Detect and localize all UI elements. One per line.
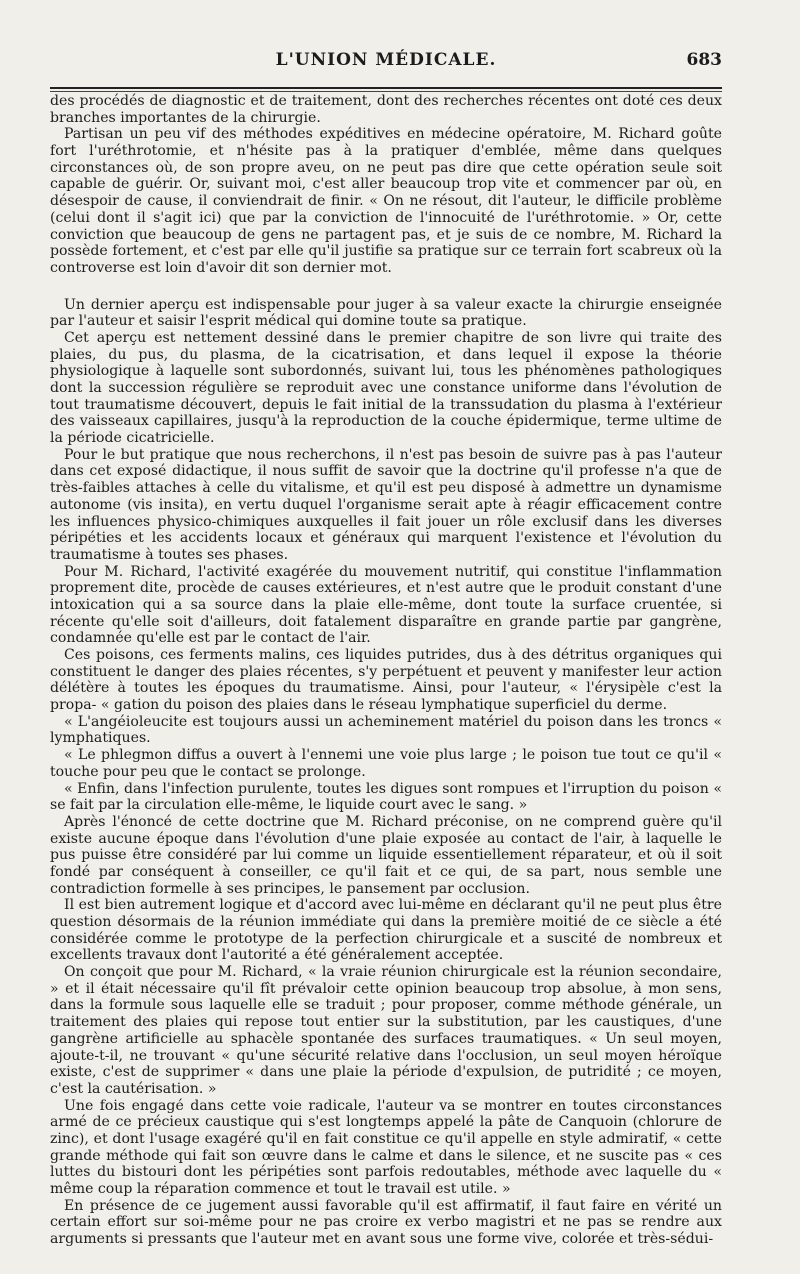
paragraph: On conçoit que pour M. Richard, « la vraie réunion chirurgicale est la réunion secondaire, » et il était nécessaire qu'il fît prévaloir cette opinion beaucoup trop absolue, à mon sens, dans la formule sous laquelle elle se traduit ; pour proposer, comme méthode générale, un traitement des plaies qui repose tout entier sur la substitution, par les caustiques, d'une gangrène artificielle au sphacèle spontanée des surfaces traumatiques. « Un seul moyen, ajoute-t-il, ne trouvant « qu'une sécurité relative dans l'occlusion, un seul moyen héroïque existe, c'est de supprimer « dans une plaie la période d'expulsion, de putridité ; ce moyen, c'est la cautérisation. » [50, 964, 722, 1097]
quote-paragraph: « L'angéioleucite est toujours aussi un acheminement matériel du poison dans les troncs « lymphatiques. [50, 713, 722, 747]
header-rule-thin [50, 91, 722, 92]
paragraph: des procédés de diagnostic et de traitement, dont des recherches récentes ont doté ces deux branches importantes de la chirurgie. [50, 93, 722, 126]
quote-paragraph: « Enfin, dans l'infection purulente, toutes les digues sont rompues et l'irruption du poison « se fait par la circulation elle-même, le liquide court avec le sang. » [50, 780, 722, 814]
page-number: 683 [686, 50, 722, 70]
paragraph: Pour M. Richard, l'activité exagérée du mouvement nutritif, qui constitue l'inflammation proprement dite, procède de causes extérieures, et n'est autre que le produit constant d'une intoxication qui a sa source dans la plaie elle-même, dont toute la surface cruentée, si récente qu'elle soit d'ailleurs, doit fatalement disparaître en grande partie par gangrène, condamnée qu'elle est par le contact de l'air. [50, 563, 722, 647]
page-header [50, 46, 722, 76]
paragraph: Un dernier aperçu est indispensable pour juger à sa valeur exacte la chirurgie enseignée par l'auteur et saisir l'esprit médical qui domine toute sa pratique. [50, 296, 722, 330]
paragraph: Ces poisons, ces ferments malins, ces liquides putrides, dus à des détritus organiques qui constituent le danger des plaies récentes, s'y perpétuent et peuvent y manifester leur action délétère à toutes les époques du traumatisme. Ainsi, pour l'auteur, « l'érysipèle c'est la propa- « gation du poison des plaies dans le réseau lymphatique superficiel du derme. [50, 647, 722, 714]
paragraph: Partisan un peu vif des méthodes expéditives en médecine opératoire, M. Richard goûte fort l'uréthrotomie, et n'hésite pas à la pratiquer d'emblée, même dans quelques circonstances où, de son propre aveu, on ne peut pas dire que cette opération seule soit capable de guérir. Or, suivant moi, c'est aller beaucoup trop vite et commencer par où, en désespoir de cause, il conviendrait de finir. « On ne résout, dit l'auteur, le difficile problème (celui dont il s'agit ici) que par la conviction de l'innocuité de l'uréthrotomie. » Or, cette conviction que beaucoup de gens ne partagent pas, et je suis de ce nombre, M. Richard la possède fortement, et c'est par elle qu'il justifie sa pratique sur ce terrain fort scabreux où la controverse est loin d'avoir dit son dernier mot. [50, 126, 722, 276]
paragraph: Cet aperçu est nettement dessiné dans le premier chapitre de son livre qui traite des plaies, du pus, du plasma, de la cicatrisation, et dans lequel il expose la théorie physiologique à laquelle sont subordonnés, suivant lui, tous les phénomènes pathologiques dont la succession régulière se reproduit avec une constance uniforme dans l'évolution de tout traumatisme découvert, depuis le fait initial de la transsudation du plasma à l'extérieur des vaisseaux capillaires, jusqu'à la reproduction de la couche épidermique, terme ultime de la période cicatricielle. [50, 329, 722, 447]
paragraph: Après l'énoncé de cette doctrine que M. Richard préconise, on ne comprend guère qu'il existe aucune époque dans l'évolution d'une plaie exposée au contact de l'air, à laquelle le pus puisse être considéré par lui comme un liquide essentiellement réparateur, et où il soit fondé par conséquent à conseiller, ce qu'il fait et ce qui, de sa part, nous semble une contradiction formelle à ses principes, le pansement par occlusion. [50, 813, 722, 897]
article-body [50, 93, 722, 1248]
paragraph: Il est bien autrement logique et d'accord avec lui-même en déclarant qu'il ne peut plus être question désormais de la réunion immédiate qui dans la première moitié de ce siècle a été considérée comme le prototype de la perfection chirurgicale et a suscité de nombreux et excellents travaux dont l'autorité a été généralement acceptée. [50, 897, 722, 964]
paragraph: Pour le but pratique que nous recherchons, il n'est pas besoin de suivre pas à pas l'auteur dans cet exposé didactique, il nous suffit de savoir que la doctrine qu'il professe n'a que de très-faibles attaches à celle du vitalisme, et qu'il est peu disposé à admettre un dynamisme autonome (vis insita), en vertu duquel l'organisme serait apte à réagir efficacement contre les influences physico-chimiques auxquelles il fait jouer un rôle exclusif dans les diverses péripéties et les accidents locaux et généraux qui marquent l'existence et l'évolution du traumatisme à toutes ses phases. [50, 446, 722, 563]
running-title: L'UNION MÉDICALE. [275, 50, 497, 70]
paragraph: Une fois engagé dans cette voie radicale, l'auteur va se montrer en toutes circonstances armé de ce précieux caustique qui s'est longtemps appelé la pâte de Canquoin (chlorure de zinc), et dont l'usage exagéré qu'il en fait constitue ce qu'il appelle en style admiratif, « cette grande méthode qui fait son œuvre dans le calme et dans le silence, et ne suscite pas « ces luttes du bistouri dont les péripéties sont parfois redoutables, méthode avec laquelle du « même coup la réparation commence et tout le travail est utile. » [50, 1097, 722, 1197]
header-rule [50, 87, 722, 89]
quote-paragraph: « Le phlegmon diffus a ouvert à l'ennemi une voie plus large ; le poison tue tout ce qu'il « touche pour peu que le contact se prolonge. [50, 747, 722, 780]
paragraph: En présence de ce jugement aussi favorable qu'il est affirmatif, il faut faire en vérité un certain effort sur soi-même pour ne pas croire ex verbo magistri et ne pas se rendre aux arguments si pressants que l'auteur met en avant sous une forme vive, colorée et très-sédui- [50, 1197, 722, 1248]
